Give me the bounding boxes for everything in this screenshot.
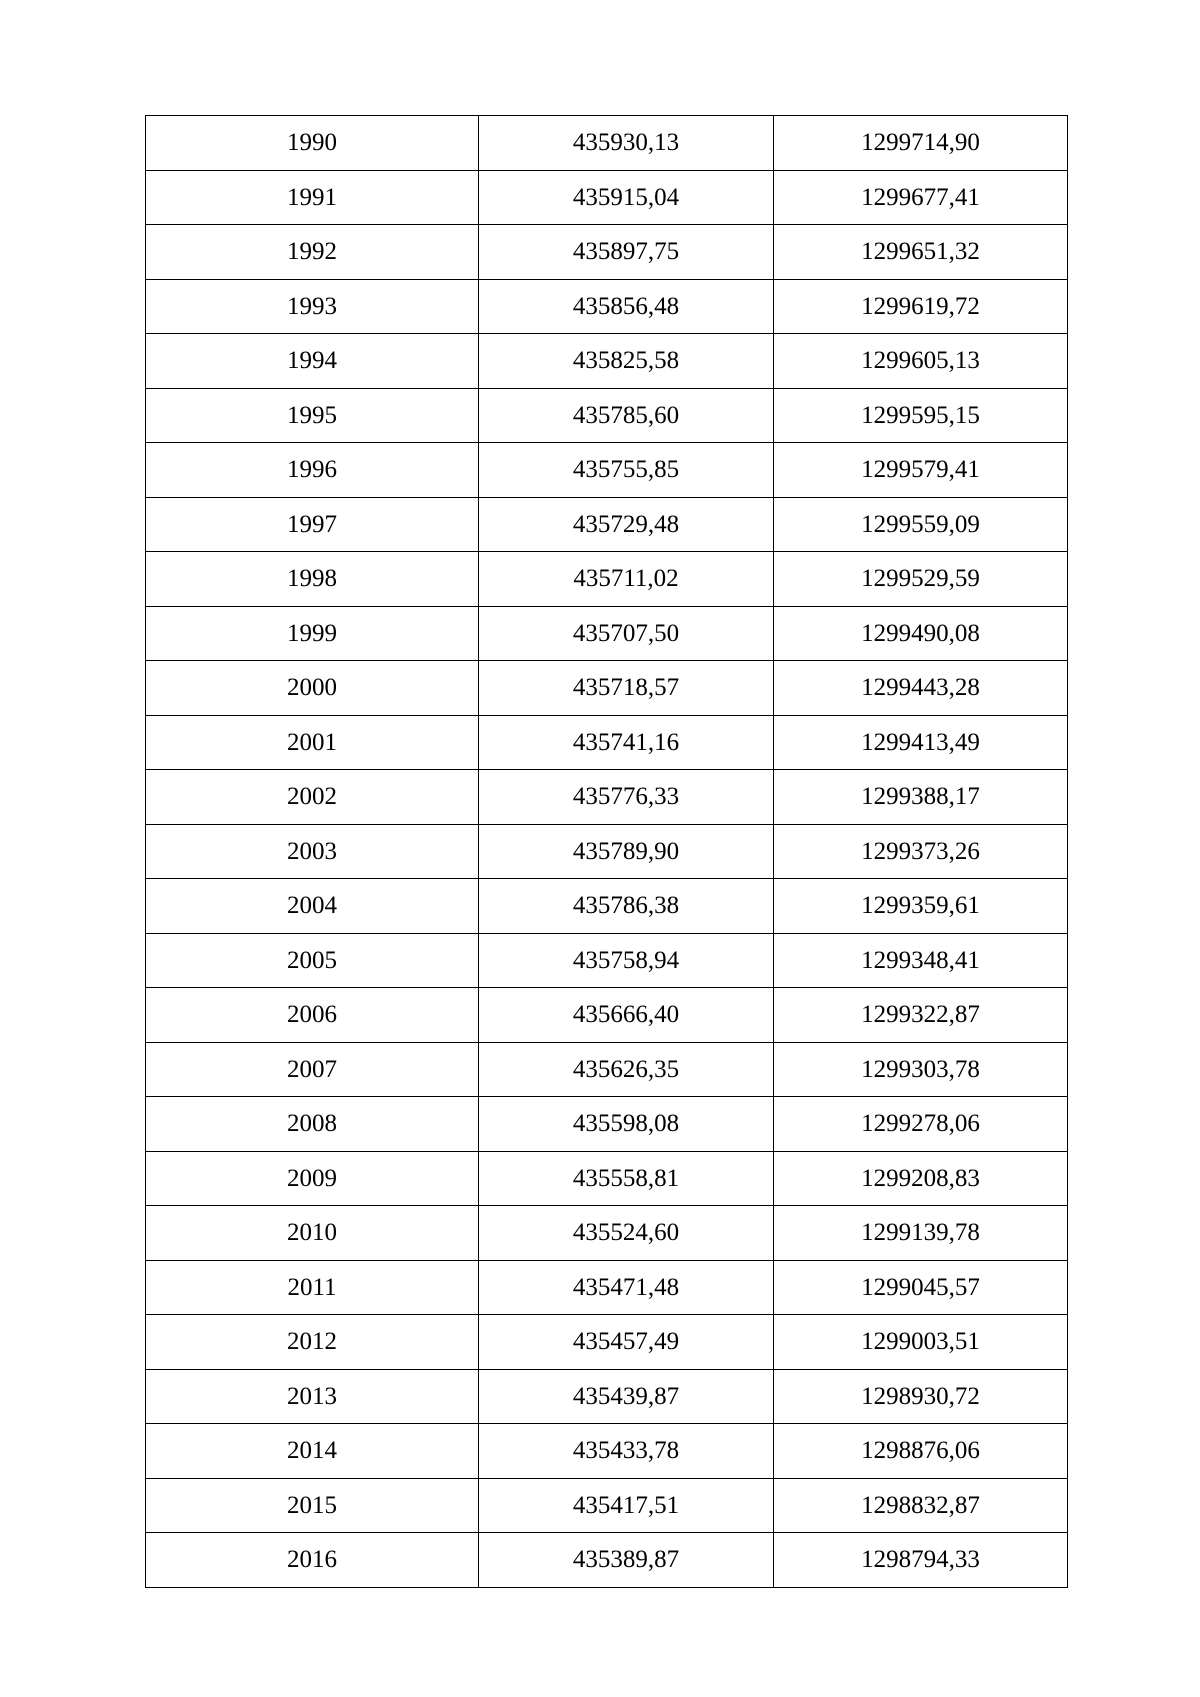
value-b-cell: 1299373,26: [774, 824, 1068, 879]
table-row: [146, 770, 1068, 825]
year-cell: 2003: [146, 824, 479, 879]
year-cell: 2013: [146, 1369, 479, 1424]
value-b-cell: 1298930,72: [774, 1369, 1068, 1424]
year-cell: 1997: [146, 497, 479, 552]
value-a-cell: 435741,16: [479, 715, 774, 770]
year-cell: 2010: [146, 1206, 479, 1261]
value-b-cell: 1299579,41: [774, 443, 1068, 498]
table-row: [146, 443, 1068, 498]
year-cell: 1993: [146, 279, 479, 334]
value-b-cell: 1299529,59: [774, 552, 1068, 607]
table-body: [146, 116, 1068, 1588]
year-cell: 1998: [146, 552, 479, 607]
value-a-cell: 435524,60: [479, 1206, 774, 1261]
table-row: [146, 933, 1068, 988]
value-a-cell: 435457,49: [479, 1315, 774, 1370]
value-a-cell: 435729,48: [479, 497, 774, 552]
value-a-cell: 435758,94: [479, 933, 774, 988]
table-row: [146, 1042, 1068, 1097]
value-b-cell: 1299443,28: [774, 661, 1068, 716]
year-cell: 2016: [146, 1533, 479, 1588]
value-b-cell: 1299322,87: [774, 988, 1068, 1043]
data-table: [145, 115, 1068, 1588]
table-row: [146, 661, 1068, 716]
value-b-cell: 1298794,33: [774, 1533, 1068, 1588]
table-row: [146, 1315, 1068, 1370]
table-row: [146, 1533, 1068, 1588]
value-a-cell: 435433,78: [479, 1424, 774, 1479]
value-a-cell: 435626,35: [479, 1042, 774, 1097]
value-a-cell: 435707,50: [479, 606, 774, 661]
table-row: [146, 334, 1068, 389]
value-a-cell: 435598,08: [479, 1097, 774, 1152]
value-b-cell: 1299003,51: [774, 1315, 1068, 1370]
table-row: [146, 225, 1068, 280]
value-a-cell: 435417,51: [479, 1478, 774, 1533]
value-a-cell: 435718,57: [479, 661, 774, 716]
value-b-cell: 1299045,57: [774, 1260, 1068, 1315]
value-b-cell: 1299651,32: [774, 225, 1068, 280]
value-b-cell: 1299413,49: [774, 715, 1068, 770]
table-row: [146, 116, 1068, 171]
value-b-cell: 1299303,78: [774, 1042, 1068, 1097]
year-cell: 2012: [146, 1315, 479, 1370]
value-b-cell: 1299359,61: [774, 879, 1068, 934]
table-row: [146, 1478, 1068, 1533]
table-row: [146, 988, 1068, 1043]
table-row: [146, 170, 1068, 225]
value-a-cell: 435389,87: [479, 1533, 774, 1588]
year-cell: 2008: [146, 1097, 479, 1152]
year-cell: 2005: [146, 933, 479, 988]
value-b-cell: 1299139,78: [774, 1206, 1068, 1261]
year-cell: 2006: [146, 988, 479, 1043]
value-b-cell: 1299559,09: [774, 497, 1068, 552]
year-cell: 1992: [146, 225, 479, 280]
year-cell: 2002: [146, 770, 479, 825]
value-a-cell: 435785,60: [479, 388, 774, 443]
year-cell: 2007: [146, 1042, 479, 1097]
value-b-cell: 1299490,08: [774, 606, 1068, 661]
value-a-cell: 435789,90: [479, 824, 774, 879]
value-a-cell: 435755,85: [479, 443, 774, 498]
year-cell: 1991: [146, 170, 479, 225]
year-cell: 1996: [146, 443, 479, 498]
year-cell: 2015: [146, 1478, 479, 1533]
table-row: [146, 824, 1068, 879]
value-b-cell: 1299278,06: [774, 1097, 1068, 1152]
table-row: [146, 1260, 1068, 1315]
year-cell: 1995: [146, 388, 479, 443]
year-cell: 2004: [146, 879, 479, 934]
table-row: [146, 1151, 1068, 1206]
value-b-cell: 1298832,87: [774, 1478, 1068, 1533]
table-row: [146, 552, 1068, 607]
value-b-cell: 1298876,06: [774, 1424, 1068, 1479]
table-row: [146, 279, 1068, 334]
value-b-cell: 1299208,83: [774, 1151, 1068, 1206]
table-row: [146, 388, 1068, 443]
value-a-cell: 435825,58: [479, 334, 774, 389]
value-a-cell: 435930,13: [479, 116, 774, 171]
value-a-cell: 435776,33: [479, 770, 774, 825]
value-a-cell: 435666,40: [479, 988, 774, 1043]
year-cell: 2011: [146, 1260, 479, 1315]
value-a-cell: 435471,48: [479, 1260, 774, 1315]
year-cell: 2000: [146, 661, 479, 716]
value-a-cell: 435558,81: [479, 1151, 774, 1206]
year-cell: 2009: [146, 1151, 479, 1206]
table-row: [146, 1097, 1068, 1152]
value-a-cell: 435915,04: [479, 170, 774, 225]
value-b-cell: 1299348,41: [774, 933, 1068, 988]
value-a-cell: 435786,38: [479, 879, 774, 934]
value-b-cell: 1299619,72: [774, 279, 1068, 334]
value-b-cell: 1299388,17: [774, 770, 1068, 825]
table-row: [146, 879, 1068, 934]
year-cell: 1990: [146, 116, 479, 171]
year-cell: 2001: [146, 715, 479, 770]
value-a-cell: 435856,48: [479, 279, 774, 334]
year-cell: 1994: [146, 334, 479, 389]
value-a-cell: 435711,02: [479, 552, 774, 607]
value-a-cell: 435439,87: [479, 1369, 774, 1424]
year-cell: 2014: [146, 1424, 479, 1479]
table-row: [146, 1424, 1068, 1479]
table-row: [146, 606, 1068, 661]
table-row: [146, 497, 1068, 552]
value-b-cell: 1299595,15: [774, 388, 1068, 443]
value-b-cell: 1299605,13: [774, 334, 1068, 389]
year-cell: 1999: [146, 606, 479, 661]
table-row: [146, 715, 1068, 770]
table-row: [146, 1369, 1068, 1424]
value-b-cell: 1299714,90: [774, 116, 1068, 171]
value-b-cell: 1299677,41: [774, 170, 1068, 225]
value-a-cell: 435897,75: [479, 225, 774, 280]
table-row: [146, 1206, 1068, 1261]
